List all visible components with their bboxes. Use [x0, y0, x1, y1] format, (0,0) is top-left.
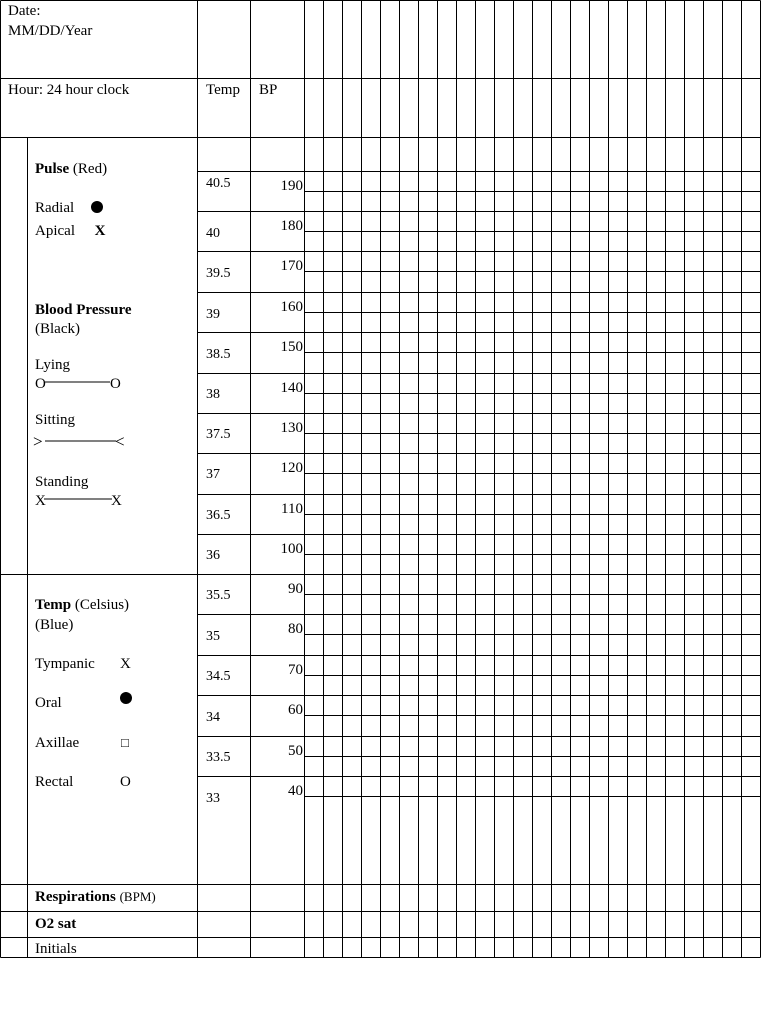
bp-scale-label: 50 [288, 743, 303, 759]
temp-scale-label: 34 [206, 710, 220, 725]
temp-scale-label: 37.5 [206, 427, 231, 442]
bp-scale-label: 100 [280, 541, 303, 557]
temp-legend-title: Temp (Celsius) [35, 597, 130, 613]
oral-label: Oral [35, 695, 62, 711]
temp-scale-label: 33 [206, 791, 220, 806]
radial-label: Radial [35, 200, 75, 216]
date-label: Date: [8, 3, 41, 19]
temp-scale-label: 36 [206, 548, 220, 563]
rectal-o-icon: O [120, 774, 131, 790]
respirations-label: Respirations (BPM) [35, 889, 156, 905]
bp-scale-label: 140 [280, 380, 303, 396]
bp-scale-label: 120 [280, 460, 303, 476]
bp-scale-label: 110 [281, 501, 303, 517]
bp-scale-label: 40 [288, 783, 303, 799]
lying-right-symbol: O [110, 376, 121, 392]
temp-scale-label: 35.5 [206, 588, 231, 603]
chart-grid [1, 1, 761, 958]
lying-left-symbol: O [35, 376, 46, 392]
bp-scale-label: 70 [288, 662, 303, 678]
temp-column-header: Temp [206, 82, 240, 98]
sitting-label: Sitting [35, 412, 76, 428]
apical-x-icon: X [94, 223, 106, 239]
temp-scale-label: 37 [206, 467, 220, 482]
hour-label: Hour: 24 hour clock [8, 82, 130, 98]
temp-scale-label: 38 [206, 387, 220, 402]
tympanic-x-icon: X [120, 656, 131, 672]
o2-sat-label: O2 sat [35, 916, 77, 932]
bp-scale-label: 180 [280, 218, 303, 234]
sitting-left-symbol: > [33, 432, 43, 451]
bp-scale-label: 130 [280, 420, 303, 436]
scale-labels [206, 176, 303, 806]
lying-label: Lying [35, 357, 71, 373]
bp-scale-label: 190 [280, 178, 303, 194]
temp-scale-label: 40 [206, 226, 220, 241]
temp-scale-label: 40.5 [206, 176, 231, 191]
bp-scale-label: 160 [280, 299, 303, 315]
bp-scale-label: 90 [288, 581, 303, 597]
standing-label: Standing [35, 474, 89, 490]
rectal-label: Rectal [35, 774, 74, 790]
axillae-square-icon: □ [121, 735, 129, 750]
tympanic-label: Tympanic [35, 656, 95, 672]
sitting-right-symbol: < [115, 432, 125, 451]
bp-scale-label: 150 [280, 339, 303, 355]
temp-scale-label: 35 [206, 629, 220, 644]
bp-legend-color: (Black) [35, 321, 80, 337]
bp-scale-label: 170 [280, 258, 303, 274]
apical-label: Apical [35, 223, 75, 239]
bp-legend-title: Blood Pressure [35, 302, 132, 318]
temp-legend-color: (Blue) [35, 617, 74, 633]
temp-scale-label: 34.5 [206, 669, 231, 684]
standing-left-symbol: X [35, 493, 46, 509]
date-format: MM/DD/Year [8, 23, 93, 39]
temp-scale-label: 39 [206, 307, 220, 322]
oral-dot-icon [120, 692, 132, 704]
temp-scale-label: 36.5 [206, 508, 231, 523]
temp-scale-label: 39.5 [206, 266, 231, 281]
standing-right-symbol: X [111, 493, 122, 509]
axillae-label: Axillae [35, 735, 80, 751]
radial-dot-icon [91, 201, 103, 213]
initials-label: Initials [35, 941, 77, 957]
bp-scale-label: 60 [288, 702, 303, 718]
temp-scale-label: 38.5 [206, 347, 231, 362]
pulse-legend-title: Pulse (Red) [35, 161, 108, 177]
bp-scale-label: 80 [288, 621, 303, 637]
temp-scale-label: 33.5 [206, 750, 231, 765]
bp-column-header: BP [259, 82, 278, 98]
